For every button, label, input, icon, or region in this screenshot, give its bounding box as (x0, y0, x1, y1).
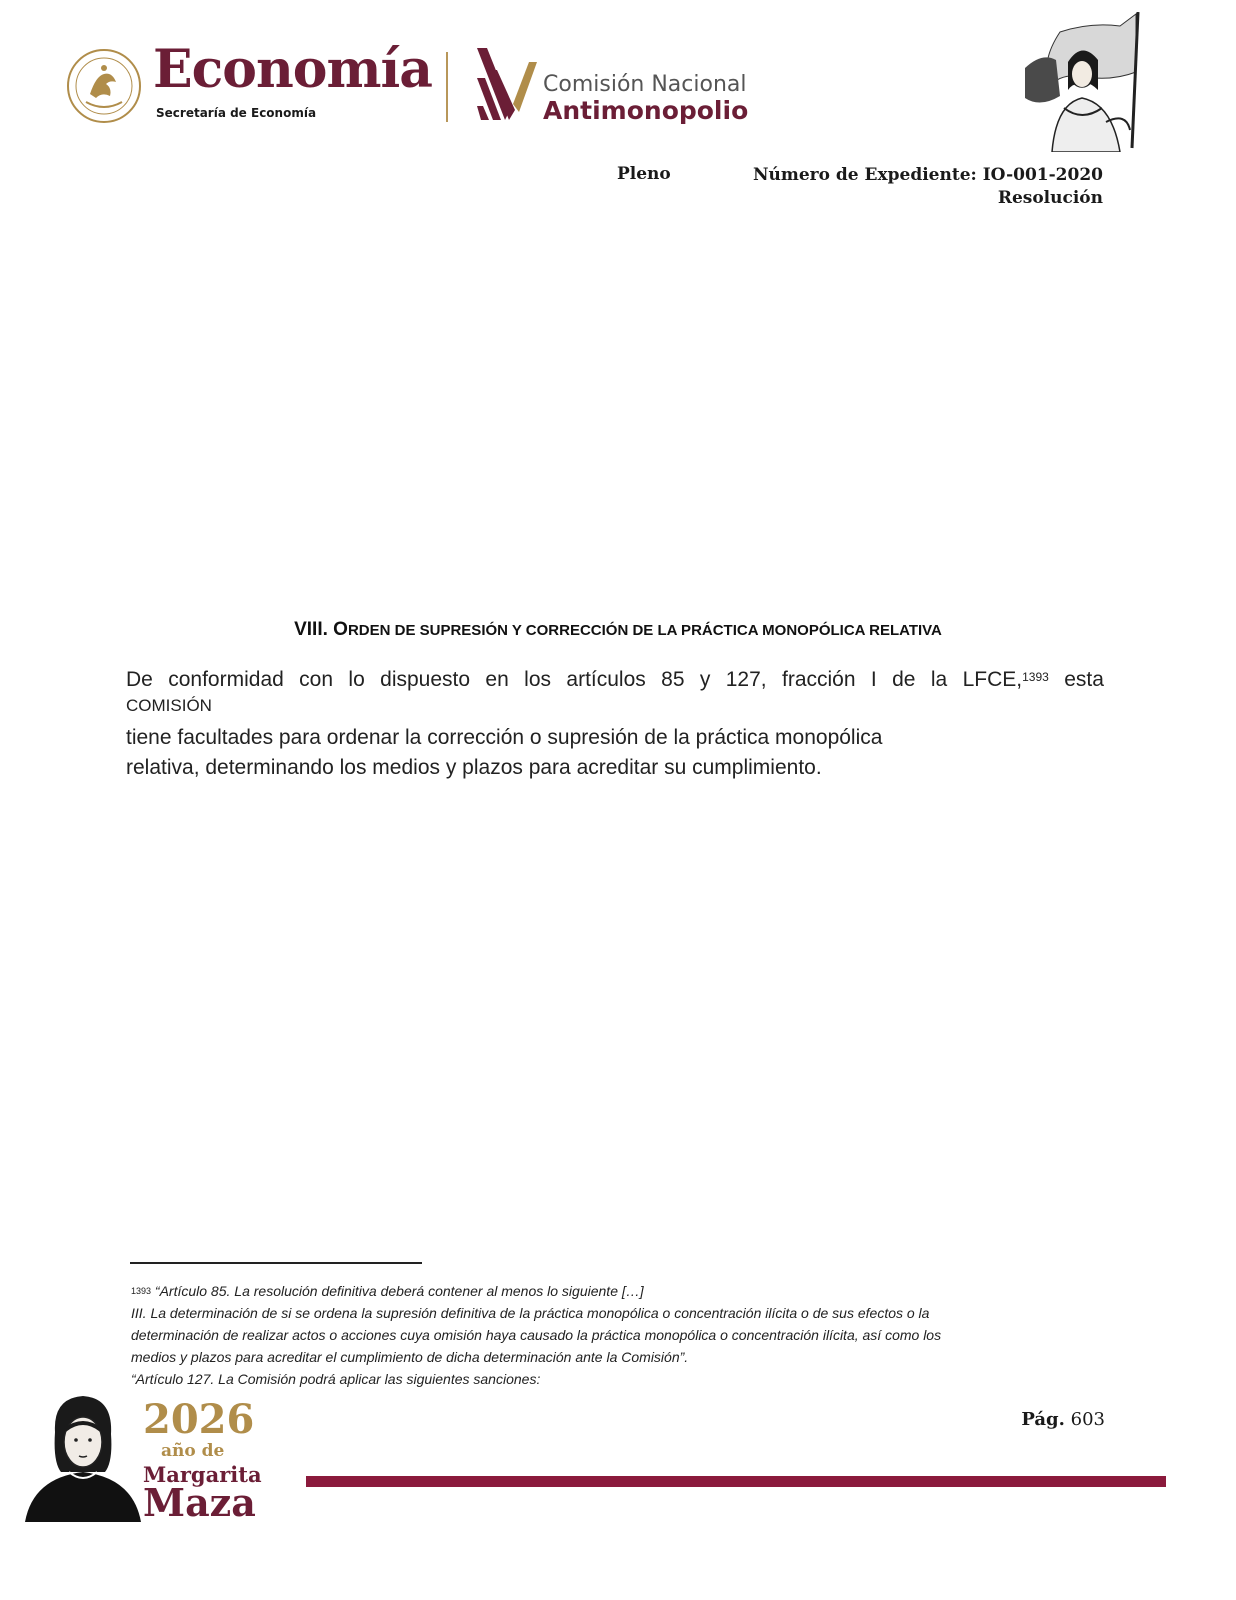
body-paragraph (126, 665, 1104, 783)
paragraph-word: dispuesto (380, 668, 471, 691)
header-divider (446, 52, 448, 122)
cna-name-line2: Antimonopolio (543, 96, 749, 125)
expediente-number: Número de Expediente: IO-001-2020 (752, 165, 1103, 185)
footnote-number: 1393 (131, 1286, 152, 1296)
paragraph-line-3: tiene facultades para ordenar la corrección o supresión de la práctica monopólica (126, 726, 883, 749)
margarita-label: Margarita (143, 1462, 262, 1487)
esta-word: esta (1064, 668, 1104, 691)
paragraph-word: los (524, 668, 552, 691)
footnote-line-4: medios y plazos para acreditar el cumplimiento de dicha determinación ante la Comisión”. (131, 1349, 689, 1365)
cna-name-line1: Comisión Nacional (543, 72, 747, 97)
resolucion-label: Resolución (997, 188, 1103, 208)
section-heading (0, 619, 1236, 641)
lfce-text: LFCE, (962, 668, 1023, 691)
footnote-separator (130, 1262, 422, 1264)
page-label: Pág. (1021, 1409, 1065, 1430)
paragraph-word: en (485, 668, 509, 691)
margarita-maza-portrait (25, 1392, 145, 1522)
page-number (1021, 1409, 1105, 1430)
section-number: VIII. (294, 619, 328, 640)
section-heading-text: RDEN DE SUPRESIÓN Y CORRECCIÓN DE LA PRÁCTICA MONOPÓLICA RELATIVA (347, 622, 942, 639)
paragraph-word: de (892, 668, 916, 691)
paragraph-word: artículos (566, 668, 646, 691)
footnote-line-5: “Artículo 127. La Comisión podrá aplicar las siguientes sanciones: (131, 1371, 541, 1387)
paragraph-word: fracción (782, 668, 856, 691)
year-2026: 2026 (143, 1396, 255, 1443)
paragraph-word: I (870, 668, 877, 691)
footnote-line-2: III. La determinación de si se ordena la supresión definitiva de la práctica monopólica o concentración ilícita o de sus efectos o la (131, 1305, 930, 1321)
woman-with-flag-illustration (1020, 12, 1166, 152)
paragraph-word: 127, (725, 668, 767, 691)
comision-word: COMISIÓN (126, 696, 212, 715)
lfce-with-footnote (963, 665, 1049, 695)
paragraph-word: con (299, 668, 334, 691)
paragraph-line-4: relativa, determinando los medios y plazos para acreditar su cumplimiento. (126, 756, 822, 779)
paragraph-line-1 (126, 665, 1104, 695)
footnote-line-1-text: “Artículo 85. La resolución definitiva deberá contener al menos lo siguiente […] (154, 1283, 644, 1299)
economia-subtitle: Secretaría de Economía (156, 106, 317, 120)
section-heading-initial: O (333, 619, 348, 640)
paragraph-word: De (126, 668, 153, 691)
footnote-line-3: determinación de realizar actos o acciones cuya omisión haya causado la práctica monopólica o concentración ilícita, así como los (131, 1327, 942, 1343)
pleno-label: Pleno (617, 164, 671, 184)
mexico-seal-logo (66, 48, 142, 124)
footnote-line-1 (131, 1280, 1103, 1302)
paragraph-word: conformidad (168, 668, 284, 691)
economia-title: Economía (153, 39, 432, 100)
paragraph-word: lo (348, 668, 365, 691)
paragraph-word: y (699, 668, 711, 691)
paragraph-word: la (930, 668, 948, 691)
cna-logo-icon (477, 48, 537, 120)
maza-label: Maza (143, 1480, 256, 1525)
footer-color-bar (306, 1476, 1166, 1487)
footnote (131, 1280, 1103, 1390)
expediente-block (753, 164, 1103, 210)
footnote-reference[interactable]: 1393 (1022, 670, 1049, 684)
anio-de-label: año de (161, 1441, 225, 1461)
paragraph-word: 85 (661, 668, 685, 691)
page-number-value: 603 (1070, 1409, 1105, 1430)
